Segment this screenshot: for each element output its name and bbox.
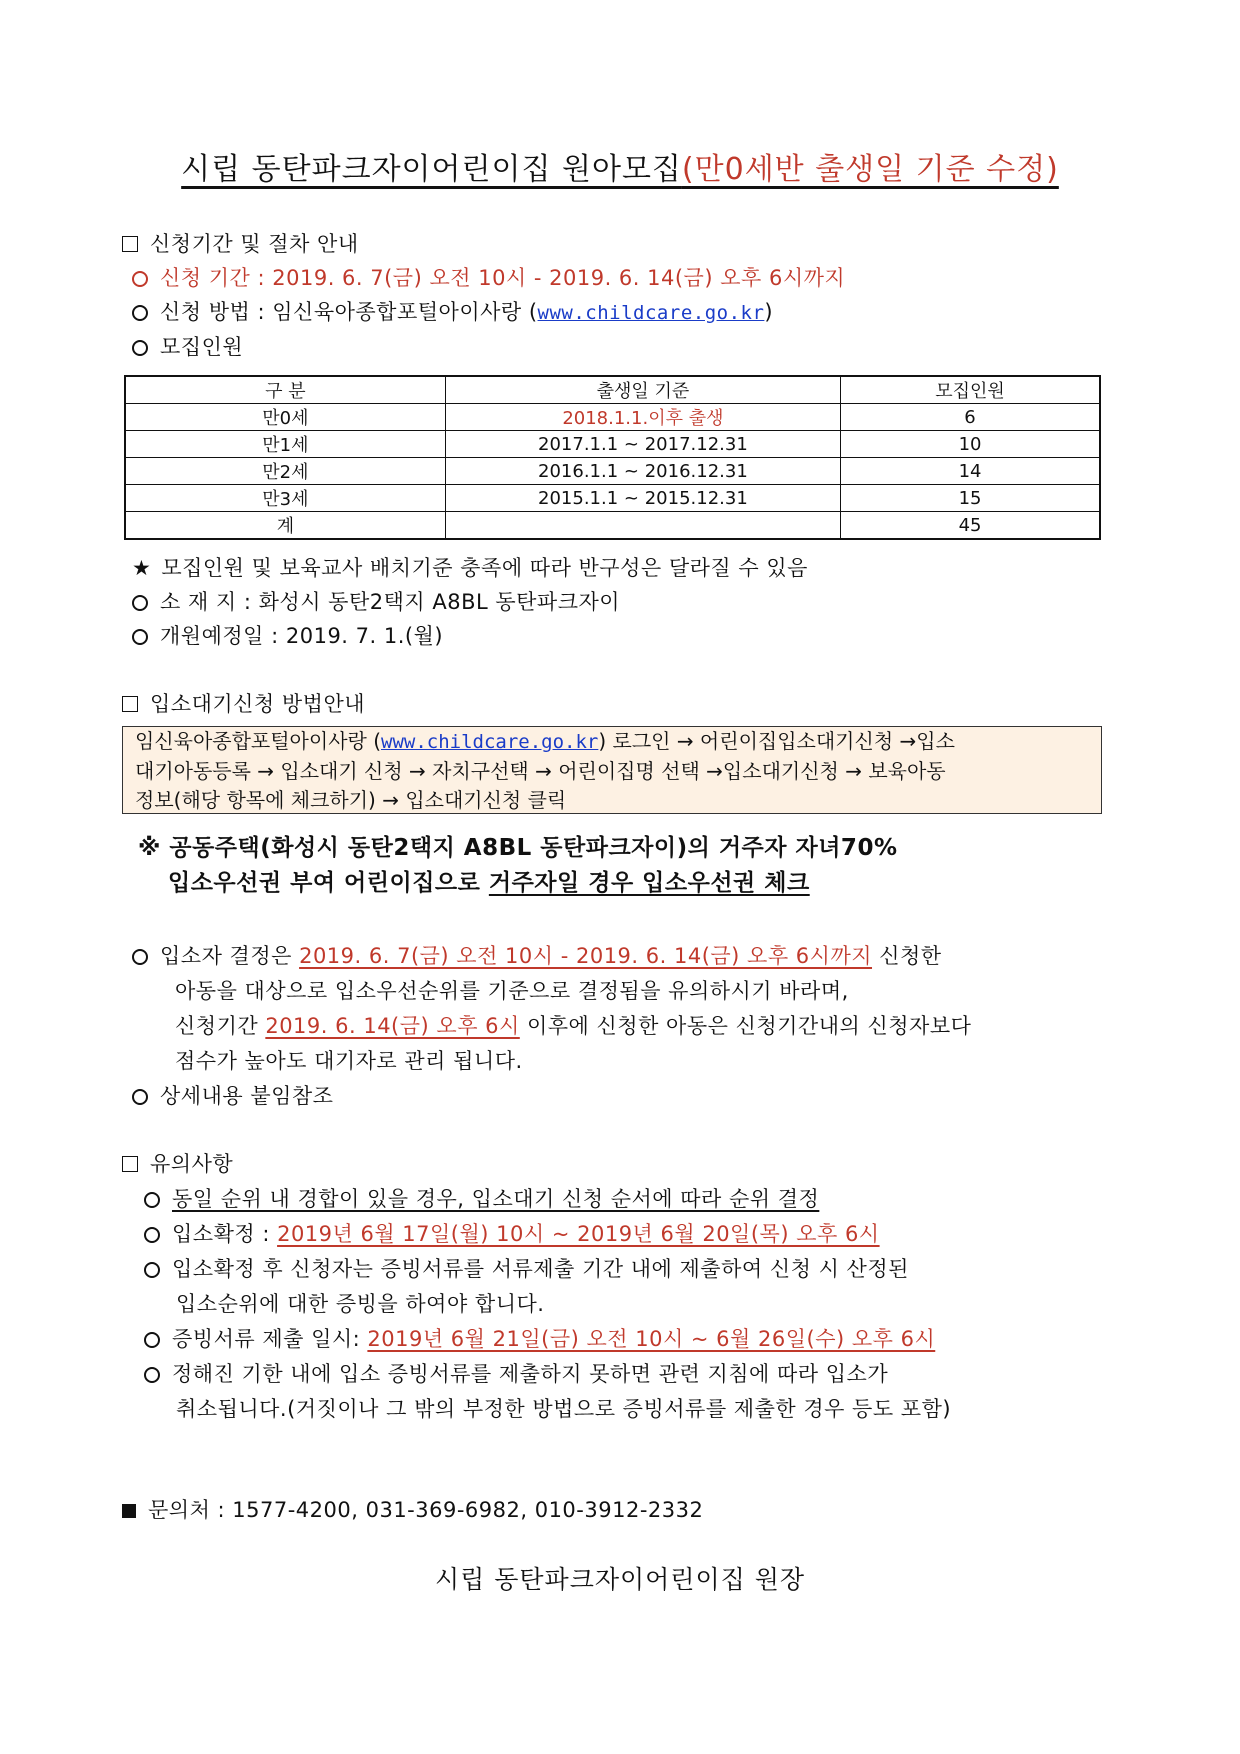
circle-bullet-icon <box>144 1262 160 1278</box>
circle-bullet-icon <box>132 595 148 611</box>
table-cell: 15 <box>841 485 1100 512</box>
section2-heading: 입소대기신청 방법안내 <box>122 688 365 718</box>
caution-item-1: 동일 순위 내 경합이 있을 경우, 입소대기 신청 순서에 따라 순위 결정 <box>144 1183 819 1213</box>
caution-item-2: 입소확정 : 2019년 6월 17일(월) 10시 ~ 2019년 6월 20일(목) 오후 6시 <box>144 1218 880 1248</box>
priority-notice-line-1: ※ 공동주택(화성시 동탄2택지 A8BL 동탄파크자이)의 거주자 자녀70% <box>138 835 898 861</box>
recruitment-table <box>124 375 1101 540</box>
filled-square-icon <box>122 1504 136 1518</box>
star-icon: ★ <box>132 556 152 580</box>
decision-line-4: 점수가 높아도 대기자로 관리 됩니다. <box>175 1049 523 1073</box>
caution-item-5-cont: 취소됩니다.(거짓이나 그 밖의 부정한 방법으로 증빙서류를 제출한 경우 등도 포함) <box>176 1397 952 1421</box>
circle-bullet-icon <box>144 1192 160 1208</box>
caution-item-5: 정해진 기한 내에 입소 증빙서류를 제출하지 못하면 관련 지침에 따라 입소가 <box>144 1358 888 1388</box>
decision-line-5: 상세내용 붙임참조 <box>132 1080 333 1110</box>
caution-item-3-cont: 입소순위에 대한 증빙을 하여야 합니다. <box>176 1292 545 1316</box>
table-header-cell: 출생일 기준 <box>445 376 840 404</box>
table-cell: 45 <box>841 512 1100 540</box>
childcare-link[interactable]: www.childcare.go.kr <box>381 731 599 753</box>
caution-item-4: 증빙서류 제출 일시: 2019년 6월 21일(금) 오전 10시 ~ 6월 26일(수) 오후 6시 <box>144 1323 935 1353</box>
table-cell: 10 <box>841 431 1100 458</box>
circle-bullet-icon <box>144 1227 160 1243</box>
priority-notice-line-2: 입소우선권 부여 어린이집으로 거주자일 경우 입소우선권 체크 <box>168 870 810 896</box>
circle-bullet-icon <box>144 1332 160 1348</box>
waitlist-instructions-box <box>122 726 1102 814</box>
checkbox-square-icon <box>122 236 138 252</box>
table-row <box>125 431 1100 458</box>
decision-line-1: 입소자 결정은 2019. 6. 7(금) 오전 10시 - 2019. 6. 14(금) 오후 6시까지 신청한 <box>132 940 942 970</box>
note-location: 소 재 지 : 화성시 동탄2택지 A8BL 동탄파크자이 <box>132 586 620 616</box>
table-row-total <box>125 512 1100 540</box>
caution-item-3: 입소확정 후 신청자는 증빙서류를 서류제출 기간 내에 제출하여 신청 시 산정된 <box>144 1253 909 1283</box>
checkbox-square-icon <box>122 696 138 712</box>
table-cell: 2017.1.1 ~ 2017.12.31 <box>445 431 840 458</box>
contact-info: 문의처 : 1577-4200, 031-369-6982, 010-3912-2332 <box>122 1494 703 1524</box>
table-header-cell: 구 분 <box>125 376 445 404</box>
title-highlight: (만0세반 출생일 기준 수정) <box>681 152 1059 187</box>
table-cell: 만0세 <box>125 404 445 431</box>
page-title <box>0 144 1240 188</box>
signature-footer: 시립 동탄파크자이어린이집 원장 <box>435 1565 805 1594</box>
note-opening: 개원예정일 : 2019. 7. 1.(월) <box>132 620 443 650</box>
title-main: 시립 동탄파크자이어린이집 원아모집 <box>181 152 682 187</box>
table-cell: 만1세 <box>125 431 445 458</box>
circle-bullet-icon <box>132 629 148 645</box>
section3-heading: 유의사항 <box>122 1148 233 1178</box>
table-cell: 계 <box>125 512 445 540</box>
table-cell: 만3세 <box>125 485 445 512</box>
table-cell <box>445 512 840 540</box>
circle-bullet-icon <box>144 1367 160 1383</box>
box-line-1: 임신육아종합포털아이사랑 (www.childcare.go.kr) 로그인 → 어린이집입소대기신청 →입소 <box>135 729 955 753</box>
decision-line-2: 아동을 대상으로 입소우선순위를 기준으로 결정됨을 유의하시기 바라며, <box>175 979 849 1003</box>
recruit-label: 모집인원 <box>132 331 243 361</box>
table-row <box>125 485 1100 512</box>
circle-bullet-icon <box>132 340 148 356</box>
decision-line-3: 신청기간 2019. 6. 14(금) 오후 6시 이후에 신청한 아동은 신청기간내의 신청자보다 <box>175 1014 972 1038</box>
table-cell: 2018.1.1.이후 출생 <box>445 404 840 431</box>
box-line-2: 대기아동등록 → 입소대기 신청 → 자치구선택 → 어린이집명 선택 →입소대기신청 → 보육아동 <box>135 759 946 783</box>
table-row <box>125 458 1100 485</box>
circle-bullet-icon <box>132 1089 148 1105</box>
childcare-link[interactable]: www.childcare.go.kr <box>537 302 765 324</box>
table-cell: 만2세 <box>125 458 445 485</box>
circle-bullet-icon <box>132 271 148 287</box>
table-header-row <box>125 376 1100 404</box>
section1-heading: 신청기간 및 절차 안내 <box>122 228 359 258</box>
table-row <box>125 404 1100 431</box>
application-period: 신청 기간 : 2019. 6. 7(금) 오전 10시 - 2019. 6. 14(금) 오후 6시까지 <box>132 262 845 292</box>
application-method: 신청 방법 : 임신육아종합포털아이사랑 (www.childcare.go.kr) <box>132 296 773 326</box>
box-line-3: 정보(해당 항목에 체크하기) → 입소대기신청 클릭 <box>135 788 567 812</box>
table-cell: 6 <box>841 404 1100 431</box>
table-cell: 14 <box>841 458 1100 485</box>
circle-bullet-icon <box>132 949 148 965</box>
note-star: ★ 모집인원 및 보육교사 배치기준 충족에 따라 반구성은 달라질 수 있음 <box>132 556 808 580</box>
table-cell: 2015.1.1 ~ 2015.12.31 <box>445 485 840 512</box>
circle-bullet-icon <box>132 305 148 321</box>
checkbox-square-icon <box>122 1156 138 1172</box>
table-header-cell: 모집인원 <box>841 376 1100 404</box>
table-cell: 2016.1.1 ~ 2016.12.31 <box>445 458 840 485</box>
